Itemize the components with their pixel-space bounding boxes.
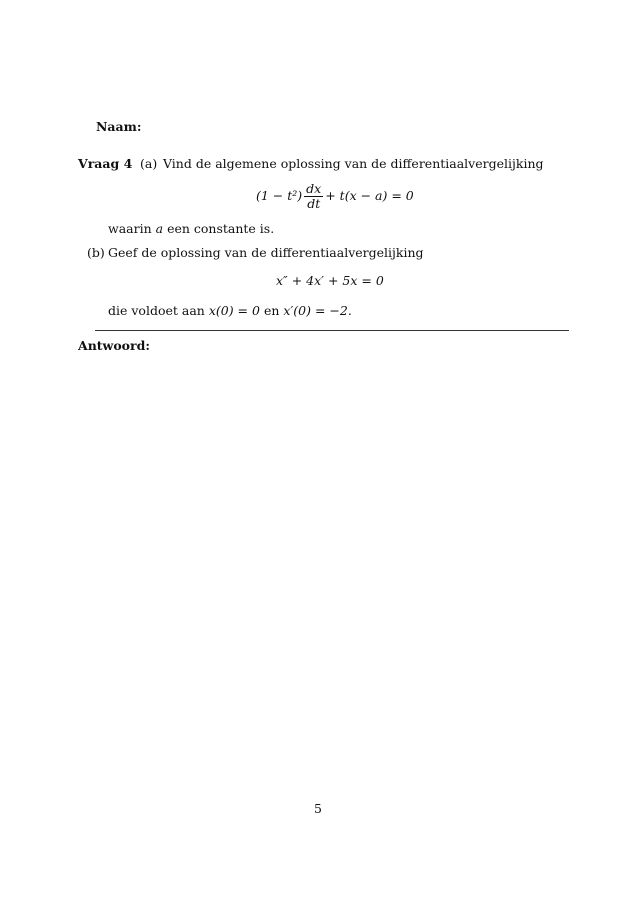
part-b-intro: Geef de oplossing van de differentiaalvergelijking xyxy=(108,245,424,260)
part-a-after xyxy=(108,221,274,237)
page-number: 5 xyxy=(314,801,322,816)
after-suffix: een constante is. xyxy=(167,221,275,236)
eq-frac-den: dt xyxy=(307,195,321,211)
separator-rule xyxy=(95,330,569,331)
part-a-marker: (a) xyxy=(140,156,158,171)
eq-left: (1 − t²) xyxy=(256,188,303,203)
answer-label: Antwoord: xyxy=(78,338,150,353)
cond-prefix: die voldoet aan xyxy=(108,303,205,318)
part-b-equation: x″ + 4x′ + 5x = 0 xyxy=(276,273,384,288)
eq-frac-num: dx xyxy=(306,180,322,196)
part-b-conditions xyxy=(108,303,352,319)
cond-1: x(0) = 0 xyxy=(208,303,260,318)
part-a-equation xyxy=(256,181,414,211)
part-a-intro: Vind de algemene oplossing van de differentiaalvergelijking xyxy=(163,156,544,171)
part-b-marker: (b) xyxy=(87,245,105,260)
name-label: Naam: xyxy=(96,119,142,134)
question-label: Vraag 4 xyxy=(78,156,133,171)
eq-right: + t(x − a) = 0 xyxy=(325,188,414,203)
cond-2: x′(0) = −2. xyxy=(283,303,352,318)
after-var: a xyxy=(155,221,164,236)
eq-fraction xyxy=(304,182,323,211)
cond-mid: en xyxy=(263,303,280,318)
after-prefix: waarin xyxy=(108,221,152,236)
